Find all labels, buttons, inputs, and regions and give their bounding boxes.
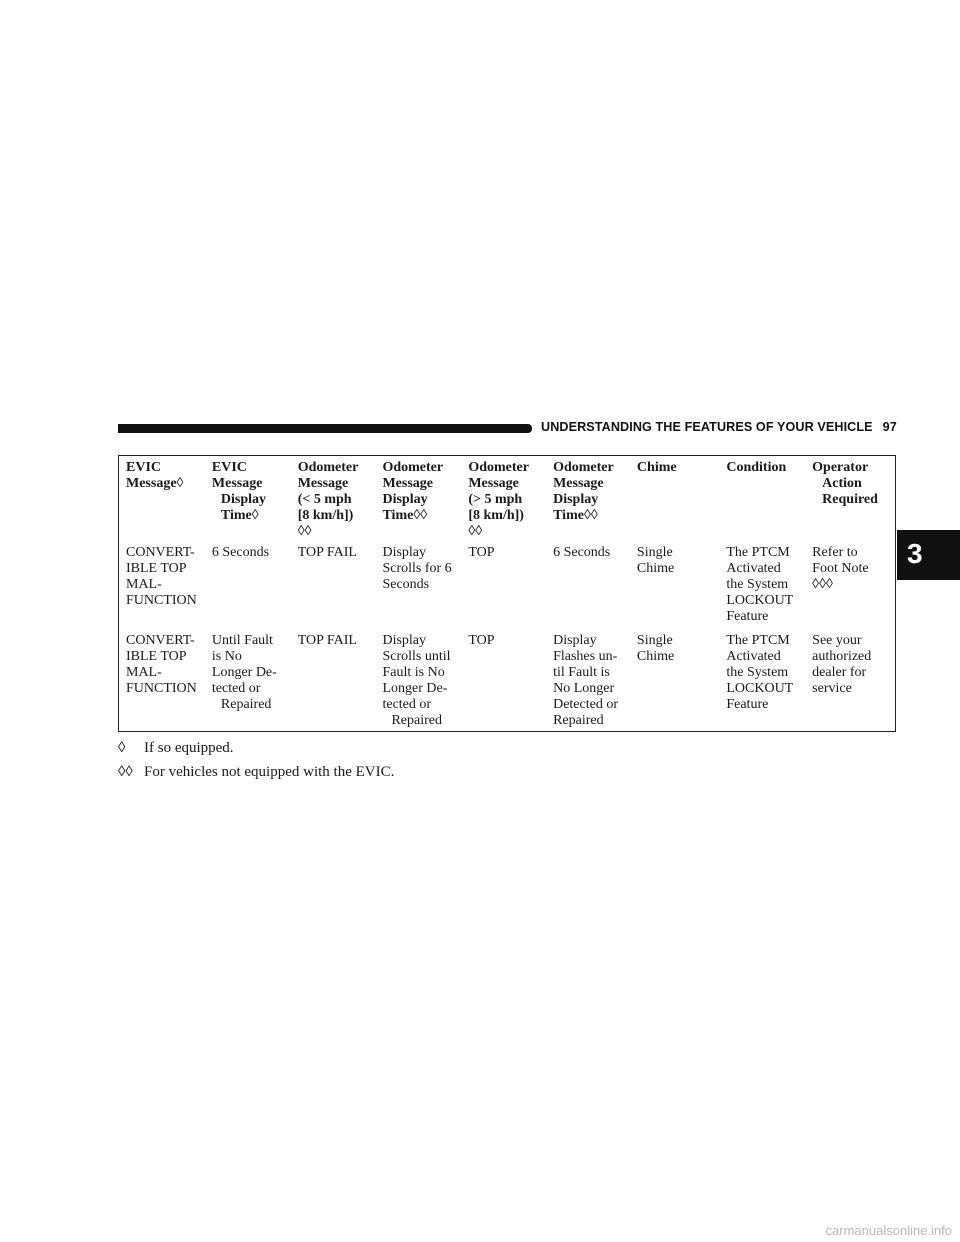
cell-line: service [812,681,852,696]
cell-line: Repaired [220,697,272,712]
cell-line: LOCKOUT [726,593,794,608]
cell-line: Until Fault [211,633,273,648]
table-row [119,545,895,633]
cell-line: Message [468,476,519,491]
cell-line: Message◊ [126,476,184,491]
cell-line: IBLE TOP [126,561,187,576]
footnote [118,736,394,760]
table-cell [205,545,291,633]
cell-line: Activated [726,649,781,664]
column-header [375,456,461,545]
cell-line: TOP [468,545,495,560]
cell-line: Display [382,633,427,648]
cell-line: Condition [726,460,787,475]
cell-line: Fault is No [382,665,445,680]
table-cell [461,545,546,633]
cell-line: is No [211,649,242,664]
chapter-tab[interactable]: 3 [897,530,960,580]
running-header [541,420,901,434]
cell-line: Odometer [468,460,529,475]
cell-line: No Longer [553,681,615,696]
cell-line: Display [553,492,599,507]
table-header-row [119,456,895,545]
watermark: carmanualsonline.info [825,1223,952,1238]
cell-line: [8 km/h]) [468,508,524,523]
cell-line: The PTCM [726,545,790,560]
cell-line: FUNCTION [126,681,197,696]
cell-line: Detected or [553,697,619,712]
column-header [719,456,805,545]
cell-line: Activated [726,561,781,576]
cell-line: (> 5 mph [468,492,523,507]
table-cell [375,545,461,633]
cell-line: TOP [468,633,495,648]
table-cell [805,545,895,633]
cell-line: Foot Note [812,561,869,576]
table-cell [630,545,719,633]
table-cell [461,633,546,737]
cell-line: Display [553,633,597,648]
table-cell [119,545,205,633]
table-cell [205,633,291,737]
cell-line: Flashes un- [553,649,618,664]
table-cell [719,633,805,737]
cell-line: Feature [726,609,769,624]
cell-line: Odometer [297,460,359,475]
cell-line: Time◊◊ [382,508,428,523]
cell-line: tected or [211,681,261,696]
cell-line: [8 km/h]) [297,508,354,523]
cell-line: Time◊ [220,508,259,523]
column-header [546,456,630,545]
cell-line: Chime [636,561,675,576]
footnote-mark: ◊◊ [118,764,133,780]
cell-line: Message [382,476,434,491]
cell-line: authorized [812,649,872,664]
column-header [291,456,376,545]
footnote-text: If so equipped. [144,740,234,756]
footnotes [118,736,394,784]
cell-line: Display [220,492,267,507]
cell-line: Odometer [553,460,614,475]
cell-line: Longer De- [211,665,277,680]
cell-line: the System [726,665,789,680]
cell-line: Single [636,633,673,648]
table-cell [805,633,895,737]
column-header [461,456,546,545]
cell-line: IBLE TOP [126,649,187,664]
cell-line: MAL- [126,577,162,592]
cell-line: Display [382,545,427,560]
table-cell [719,545,805,633]
cell-line: Time◊◊ [553,508,598,523]
column-header [630,456,719,545]
cell-line: til Fault is [553,665,610,680]
cell-line: 6 Seconds [211,545,270,560]
table-cell [291,545,376,633]
column-header [805,456,895,545]
cell-line: ◊◊◊ [812,577,833,592]
cell-line: Action [822,476,862,491]
cell-line: Display [382,492,428,507]
table-row [119,633,895,737]
cell-line: Message [297,476,349,491]
cell-line: Scrolls for 6 [382,561,452,576]
cell-line: MAL- [126,665,162,680]
table-cell [291,633,376,737]
cell-line: EVIC [126,460,162,475]
cell-line: Refer to [812,545,858,560]
message-table [119,456,895,737]
footnote-text: For vehicles not equipped with the EVIC. [144,764,395,780]
cell-line: The PTCM [726,633,790,648]
cell-line: TOP FAIL [297,633,357,648]
column-header [205,456,291,545]
cell-line: Odometer [382,460,444,475]
cell-line: Repaired [391,713,442,728]
cell-line: tected or [382,697,432,712]
column-header [119,456,205,545]
table-cell [119,633,205,737]
footnote-mark: ◊ [118,740,126,756]
footnote [118,760,394,784]
table-cell [630,633,719,737]
cell-line: ◊◊ [468,524,483,539]
cell-line: Message [211,476,263,491]
message-table-frame [118,455,896,732]
cell-line: ◊◊ [297,524,312,539]
cell-line: EVIC [211,460,247,475]
cell-line: the System [726,577,789,592]
cell-line: FUNCTION [126,593,197,608]
page-number: 97 [882,420,897,434]
cell-line: Chime [636,649,675,664]
cell-line: (< 5 mph [297,492,352,507]
cell-line: CONVERT- [126,545,195,560]
table-cell [546,633,630,737]
cell-line: CONVERT- [126,633,195,648]
section-title: UNDERSTANDING THE FEATURES OF YOUR VEHICLE [541,420,873,434]
cell-line: 6 Seconds [553,545,611,560]
cell-line: dealer for [812,665,867,680]
header-rule-bar [118,424,532,433]
cell-line: TOP FAIL [297,545,357,560]
cell-line: LOCKOUT [726,681,794,696]
cell-line: Message [553,476,604,491]
cell-line: See your [812,633,862,648]
cell-line: Seconds [382,577,430,592]
cell-line: Chime [636,460,677,475]
cell-line: Operator [812,460,869,475]
cell-line: Scrolls until [382,649,451,664]
cell-line: Repaired [553,713,604,728]
cell-line: Single [636,545,673,560]
table-cell [546,545,630,633]
cell-line: Longer De- [382,681,448,696]
cell-line: Feature [726,697,769,712]
cell-line: Required [822,492,878,507]
table-cell [375,633,461,737]
